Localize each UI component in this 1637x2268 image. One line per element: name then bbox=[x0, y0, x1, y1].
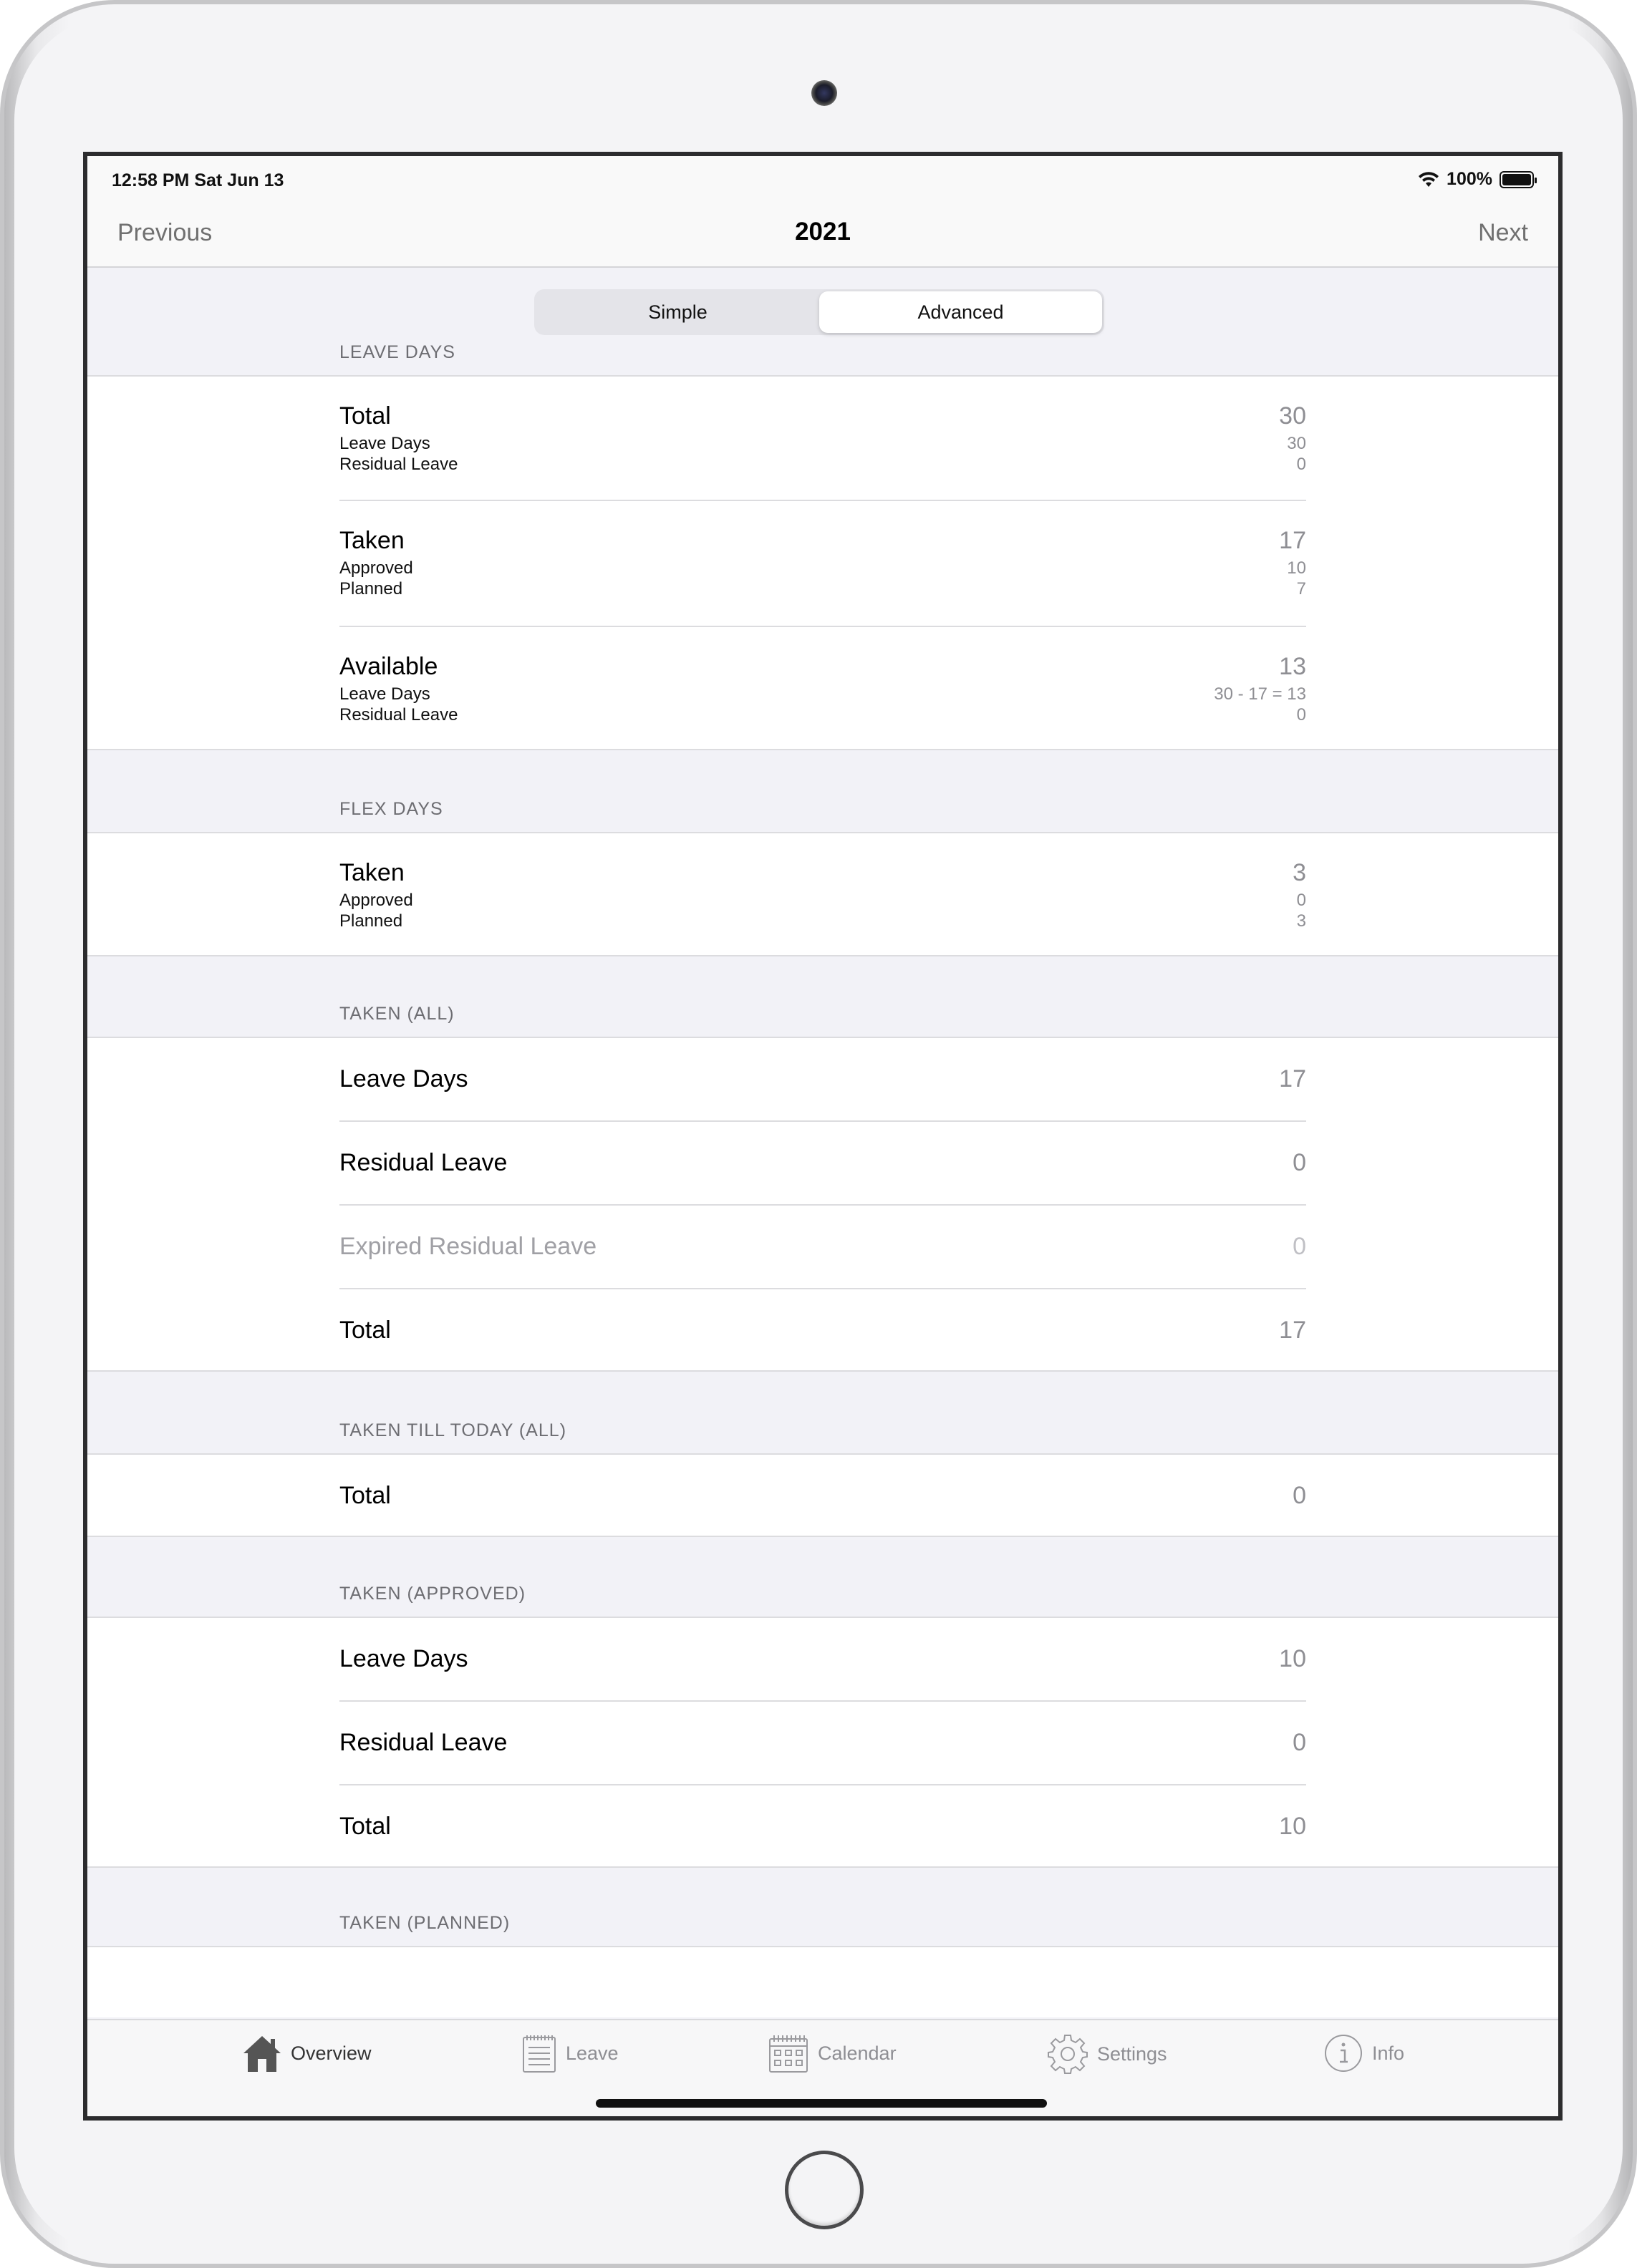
taken-all-leave-days-row[interactable] bbox=[339, 1038, 1306, 1122]
row-label: Total bbox=[339, 1813, 391, 1840]
taken-all-total-row[interactable] bbox=[339, 1289, 1306, 1373]
sub-value: 10 bbox=[1287, 558, 1306, 578]
taken-till-today-group bbox=[87, 1453, 1558, 1537]
segment-advanced[interactable]: Advanced bbox=[819, 291, 1102, 333]
screen bbox=[83, 152, 1563, 2121]
sub-label: Leave Days bbox=[339, 434, 430, 453]
taken-all-group bbox=[87, 1037, 1558, 1372]
row-label: Available bbox=[339, 653, 438, 680]
sub-value: 0 bbox=[1296, 455, 1306, 474]
tab-label: Calendar bbox=[818, 2042, 897, 2064]
camera-icon bbox=[811, 80, 837, 106]
row-value: 17 bbox=[1279, 1065, 1306, 1092]
section-header-taken-approved: TAKEN (APPROVED) bbox=[339, 1584, 526, 1604]
sub-label: Leave Days bbox=[339, 684, 430, 704]
row-value: 0 bbox=[1293, 1233, 1306, 1260]
year-title: 2021 bbox=[795, 218, 851, 246]
house-icon bbox=[242, 2033, 282, 2073]
taken-till-today-total-row[interactable] bbox=[339, 1455, 1306, 1538]
row-value: 10 bbox=[1279, 1813, 1306, 1840]
leave-available-row[interactable] bbox=[339, 627, 1306, 752]
row-label: Total bbox=[339, 1317, 391, 1344]
overview-content[interactable] bbox=[87, 268, 1558, 2017]
tab-settings[interactable] bbox=[1047, 2033, 1167, 2075]
calendar-icon bbox=[768, 2033, 809, 2073]
row-value: 17 bbox=[1279, 1317, 1306, 1344]
tab-label: Overview bbox=[291, 2042, 372, 2064]
sub-label: Planned bbox=[339, 579, 403, 598]
taken-all-expired-residual-row[interactable] bbox=[339, 1206, 1306, 1289]
row-value: 0 bbox=[1293, 1482, 1306, 1509]
gear-icon bbox=[1047, 2033, 1088, 2075]
taken-approved-residual-leave-row[interactable] bbox=[339, 1702, 1306, 1785]
sub-value: 0 bbox=[1296, 705, 1306, 724]
leave-taken-row[interactable] bbox=[339, 501, 1306, 627]
row-label: Total bbox=[339, 402, 391, 430]
navigation-bar bbox=[87, 202, 1558, 268]
section-header-taken-planned: TAKEN (PLANNED) bbox=[339, 1913, 511, 1933]
status-time: 12:58 PM Sat Jun 13 bbox=[112, 170, 284, 190]
tab-calendar[interactable] bbox=[768, 2033, 897, 2073]
tab-label: Leave bbox=[566, 2042, 619, 2064]
taken-planned-group bbox=[87, 1946, 1558, 2017]
row-value: 30 bbox=[1279, 402, 1306, 430]
sub-label: Approved bbox=[339, 558, 413, 578]
tab-label: Info bbox=[1372, 2042, 1405, 2064]
sub-value: 3 bbox=[1296, 911, 1306, 931]
leave-total-row[interactable] bbox=[339, 377, 1306, 501]
row-value: 0 bbox=[1293, 1729, 1306, 1756]
battery-percent: 100% bbox=[1447, 169, 1492, 189]
next-button[interactable]: Next bbox=[1478, 219, 1528, 246]
list-icon bbox=[521, 2033, 557, 2073]
status-indicators bbox=[1418, 169, 1534, 190]
battery-level bbox=[1502, 174, 1531, 185]
mode-segmented-control bbox=[534, 289, 1104, 335]
row-value: 3 bbox=[1293, 859, 1306, 886]
sub-label: Residual Leave bbox=[339, 705, 458, 724]
row-label: Leave Days bbox=[339, 1065, 468, 1092]
row-label: Leave Days bbox=[339, 1645, 468, 1672]
previous-button[interactable]: Previous bbox=[117, 219, 213, 246]
home-button[interactable] bbox=[785, 2151, 864, 2229]
section-header-flex-days: FLEX DAYS bbox=[339, 799, 443, 819]
info-icon bbox=[1323, 2033, 1363, 2073]
taken-approved-total-row[interactable] bbox=[339, 1785, 1306, 1869]
tab-leave[interactable] bbox=[521, 2033, 619, 2073]
sub-label: Approved bbox=[339, 891, 413, 910]
row-value: 0 bbox=[1293, 1149, 1306, 1176]
row-label: Residual Leave bbox=[339, 1149, 508, 1176]
wifi-icon bbox=[1418, 171, 1439, 188]
row-label: Expired Residual Leave bbox=[339, 1233, 597, 1260]
flex-days-group bbox=[87, 832, 1558, 956]
row-label: Taken bbox=[339, 527, 405, 554]
tab-info[interactable] bbox=[1323, 2033, 1404, 2073]
home-indicator[interactable] bbox=[596, 2099, 1047, 2108]
sub-value: 7 bbox=[1296, 579, 1306, 598]
sub-value: 30 bbox=[1287, 434, 1306, 453]
tab-label: Settings bbox=[1097, 2042, 1167, 2065]
battery-icon bbox=[1500, 171, 1534, 188]
sub-label: Residual Leave bbox=[339, 455, 458, 474]
section-header-leave-days: LEAVE DAYS bbox=[339, 342, 455, 362]
section-header-taken-all: TAKEN (ALL) bbox=[339, 1004, 455, 1024]
sub-value: 0 bbox=[1296, 891, 1306, 910]
row-value: 17 bbox=[1279, 527, 1306, 554]
taken-approved-leave-days-row[interactable] bbox=[339, 1618, 1306, 1702]
row-value: 13 bbox=[1279, 653, 1306, 680]
status-bar bbox=[87, 156, 1558, 202]
taken-all-residual-leave-row[interactable] bbox=[339, 1122, 1306, 1206]
section-header-taken-till-today: TAKEN TILL TODAY (ALL) bbox=[339, 1420, 567, 1440]
row-label: Taken bbox=[339, 859, 405, 886]
leave-days-group bbox=[87, 375, 1558, 750]
row-label: Residual Leave bbox=[339, 1729, 508, 1756]
sub-label: Planned bbox=[339, 911, 403, 931]
taken-approved-group bbox=[87, 1617, 1558, 1868]
row-label: Total bbox=[339, 1482, 391, 1509]
row-value: 10 bbox=[1279, 1645, 1306, 1672]
tab-overview[interactable] bbox=[242, 2033, 372, 2073]
flex-taken-row[interactable] bbox=[339, 833, 1306, 958]
segment-simple[interactable]: Simple bbox=[648, 301, 708, 323]
sub-value: 30 - 17 = 13 bbox=[1214, 684, 1306, 704]
